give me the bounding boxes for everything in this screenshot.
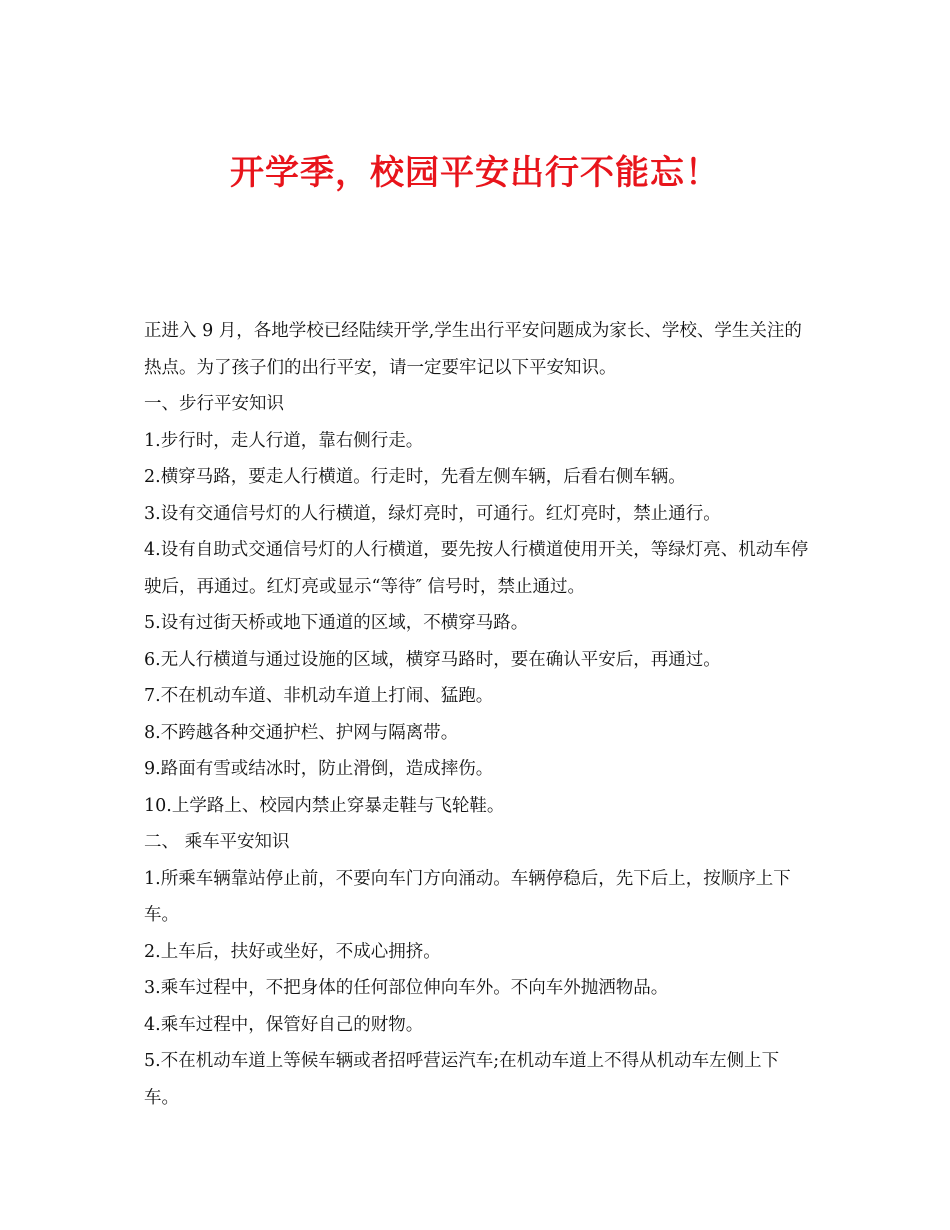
list-item: 7.不在机动车道、非机动车道上打闹、猛跑。 (144, 686, 494, 706)
list-item: 4.乘车过程中，保管好自己的财物。 (144, 1014, 424, 1035)
list-item: 5.不在机动车道上等候车辆或者招呼营运汽车;在机动车道上不得从机动车左侧上下车。 (144, 1051, 780, 1108)
list-item: 2.横穿马路，要走人行横道。行走时，先看左侧车辆，后看右侧车辆。 (144, 467, 686, 487)
list-item: 1.步行时，走人行道，靠右侧行走。 (144, 430, 424, 451)
list-item: 5.设有过街天桥或地下通道的区域，不横穿马路。 (144, 613, 529, 633)
intro-paragraph: 正进入 9 月，各地学校已经陆续开学,学生出行平安问题成为家长、学校、学生关注的热点。为了孩子们的出行平安，请一定要牢记以下平安知识。 (144, 321, 802, 378)
section-heading-walking: 一、步行平安知识 (144, 394, 284, 414)
list-item: 3.乘车过程中，不把身体的任何部位伸向车外。不向车外抛洒物品。 (144, 978, 669, 998)
list-item: 2.上车后，扶好或坐好，不成心拥挤。 (144, 941, 441, 962)
list-item: 9.路面有雪或结冰时，防止滑倒，造成摔伤。 (144, 759, 494, 779)
page-title: 开学季，校园平安出行不能忘！ (230, 152, 720, 193)
list-item: 8.不跨越各种交通护栏、护网与隔离带。 (144, 722, 459, 743)
list-item: 4.设有自助式交通信号灯的人行横道，要先按人行横道使用开关，等绿灯亮、机动车停驶后，再通过。红灯亮或显示“等待″ 信号时，禁止通过。 (144, 540, 809, 597)
list-item: 3.设有交通信号灯的人行横道，绿灯亮时，可通行。红灯亮时，禁止通行。 (144, 503, 721, 524)
section-heading-riding: 二、 乘车平安知识 (144, 832, 290, 852)
list-item: 10.上学路上、校园内禁止穿暴走鞋与飞轮鞋。 (144, 795, 505, 816)
list-item: 1.所乘车辆靠站停止前，不要向车门方向涌动。车辆停稳后，先下后上，按顺序上下车。 (144, 868, 791, 925)
list-item: 6.无人行横道与通过设施的区域，横穿马路时，要在确认平安后，再通过。 (144, 649, 721, 670)
document-body (144, 313, 810, 1116)
